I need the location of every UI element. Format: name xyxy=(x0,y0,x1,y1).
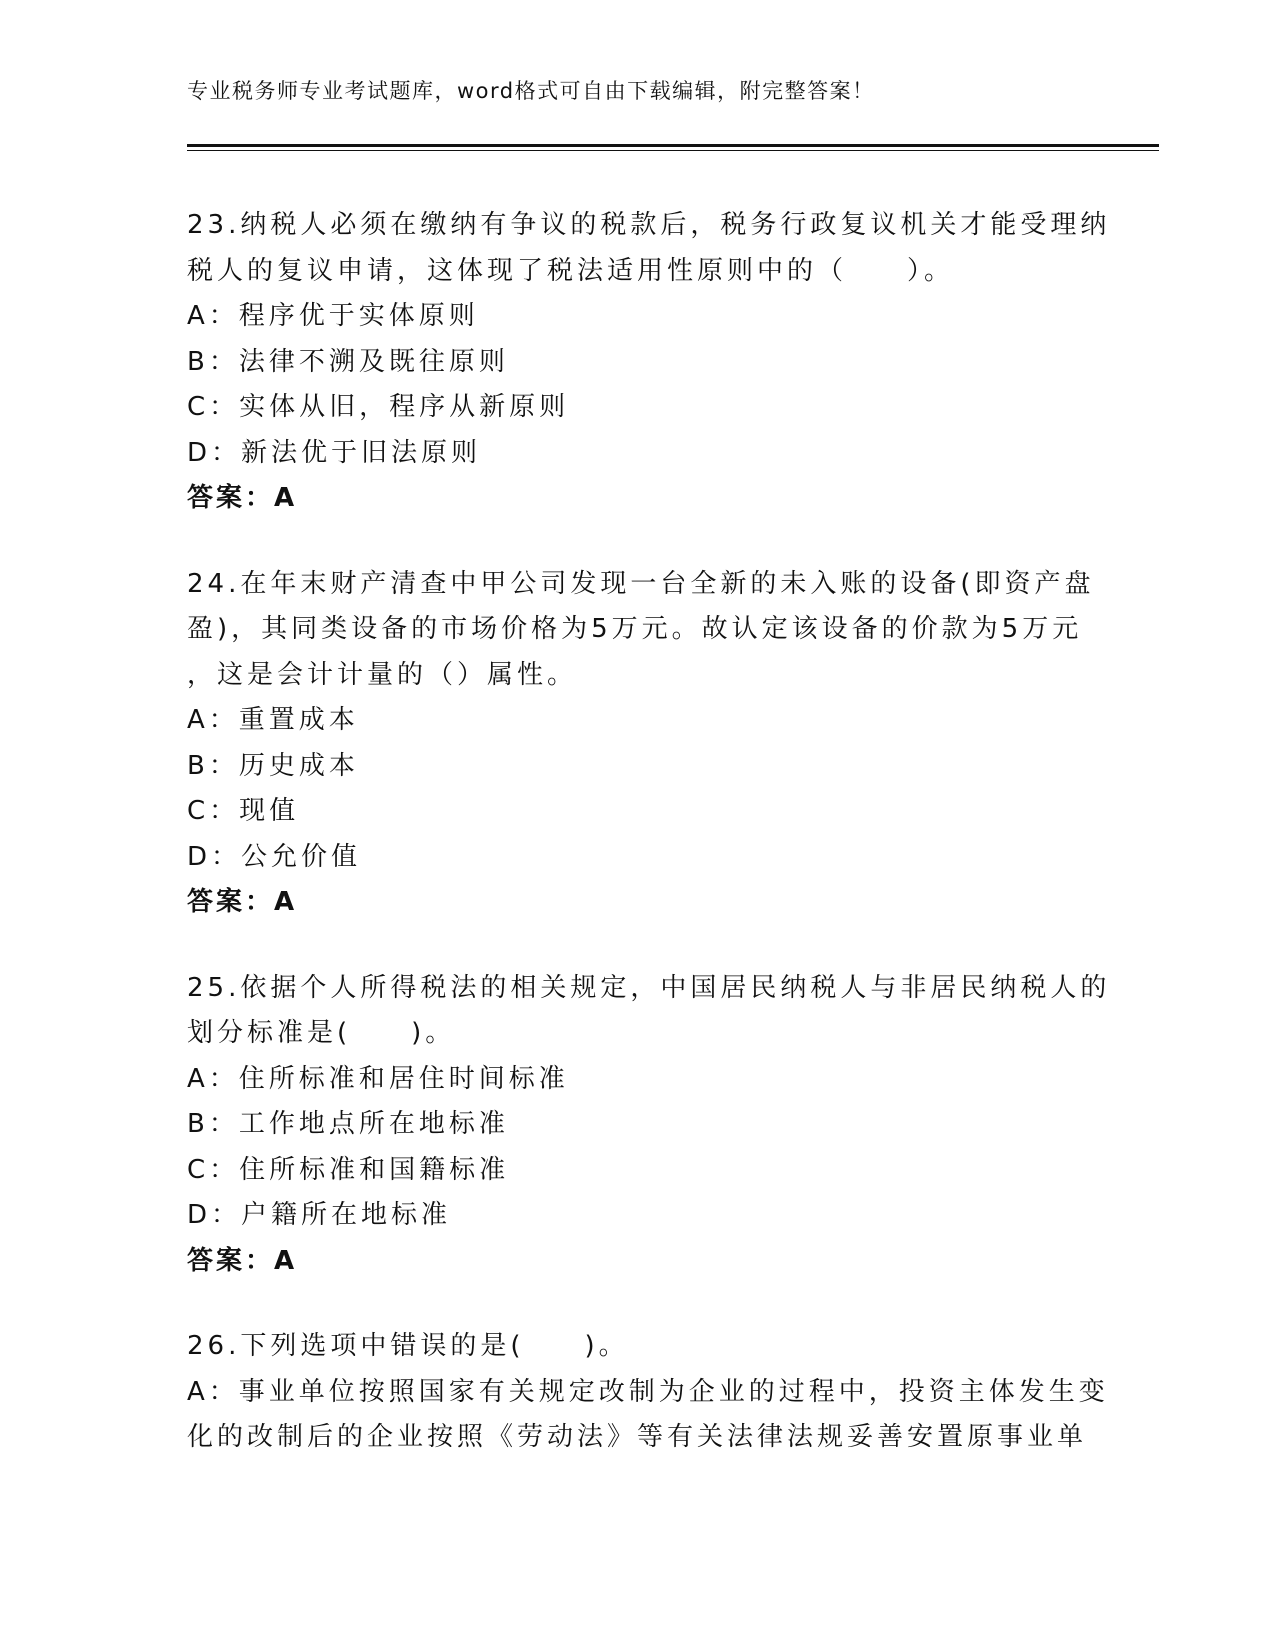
question-23 xyxy=(187,203,1111,522)
option-b: B：法律不溯及既往原则 xyxy=(187,346,509,377)
question-24 xyxy=(187,562,1095,926)
question-stem-line: 24.在年末财产清查中甲公司发现一台全新的未入账的设备(即资产盘 xyxy=(187,568,1095,599)
question-stem-line: 26.下列选项中错误的是( )。 xyxy=(187,1331,629,1361)
option-d: D：公允价值 xyxy=(187,841,362,872)
question-stem-line: 税人的复议申请，这体现了税法适用性原则中的（ ）。 xyxy=(187,255,955,286)
option-b: B：历史成本 xyxy=(187,750,359,781)
question-stem-line: 23.纳税人必须在缴纳有争议的税款后，税务行政复议机关才能受理纳 xyxy=(187,210,1111,240)
option-d: D：新法优于旧法原则 xyxy=(187,437,482,468)
answer-label: 答案：A xyxy=(187,483,298,513)
option-c: C：现值 xyxy=(187,796,300,826)
question-stem-line: 盈)，其同类设备的市场价格为5万元。故认定该设备的价款为5万元 xyxy=(187,614,1083,644)
option-a: A：事业单位按照国家有关规定改制为企业的过程中，投资主体发生变 xyxy=(187,1376,1109,1407)
question-stem-line: 25.依据个人所得税法的相关规定，中国居民纳税人与非居民纳税人的 xyxy=(187,972,1111,1003)
option-a-continued: 化的改制后的企业按照《劳动法》等有关法律法规妥善安置原事业单 xyxy=(187,1422,1088,1452)
question-25 xyxy=(187,966,1111,1285)
answer-label: 答案：A xyxy=(187,1245,298,1276)
option-a: A：重置成本 xyxy=(187,705,359,735)
header-divider-thin xyxy=(187,150,1159,151)
header-divider-thick xyxy=(187,144,1159,147)
option-c: C：实体从旧，程序从新原则 xyxy=(187,392,570,422)
answer-label: 答案：A xyxy=(187,887,298,917)
option-d: D：户籍所在地标准 xyxy=(187,1200,452,1230)
option-a: A：住所标准和居住时间标准 xyxy=(187,1063,569,1094)
question-stem-line: ，这是会计计量的（）属性。 xyxy=(187,659,578,690)
question-stem-line: 划分标准是( )。 xyxy=(187,1018,456,1048)
option-c: C：住所标准和国籍标准 xyxy=(187,1154,510,1185)
page-header: 专业税务师专业考试题库，word格式可自由下载编辑，附完整答案！ xyxy=(187,79,875,103)
option-b: B：工作地点所在地标准 xyxy=(187,1109,509,1139)
question-26 xyxy=(187,1324,1109,1461)
option-a: A：程序优于实体原则 xyxy=(187,301,479,331)
question-list xyxy=(187,203,1111,1501)
